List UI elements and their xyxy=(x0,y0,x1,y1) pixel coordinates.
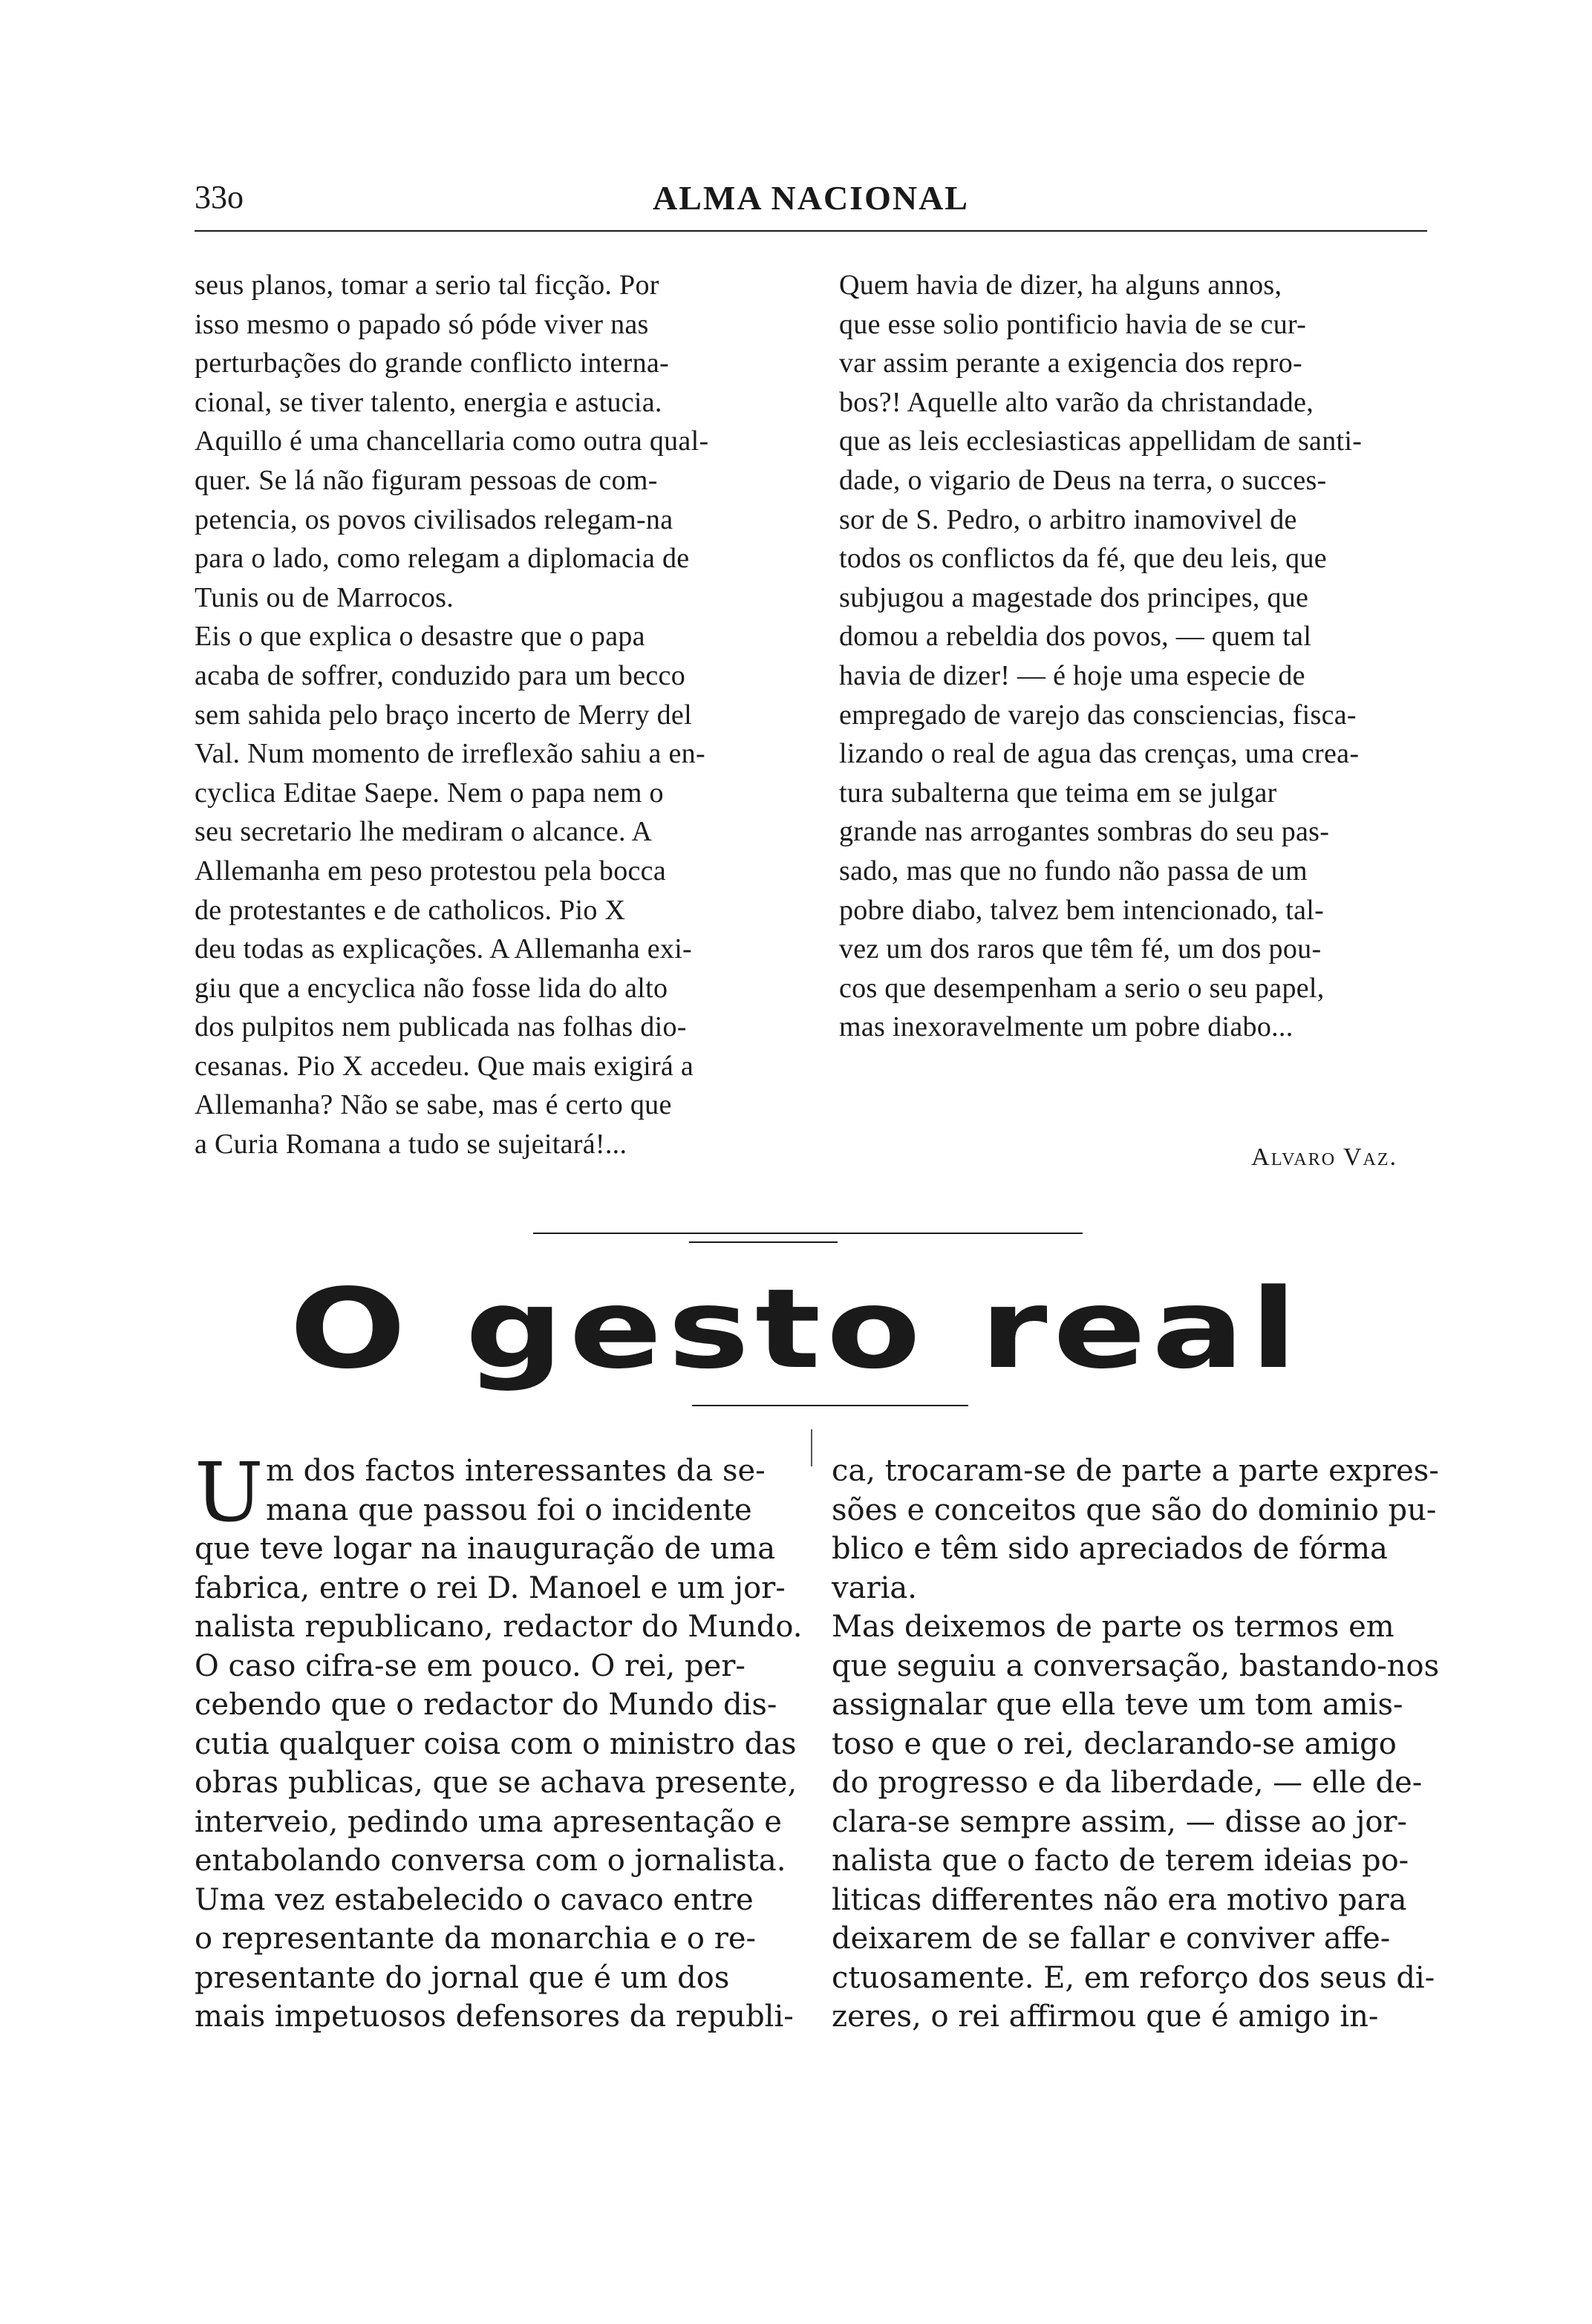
text-line: Eis o que explica o desastre que o papa xyxy=(195,621,645,653)
text-line: clara-se sempre assim, — disse ao jor- xyxy=(832,1804,1408,1839)
text-line: toso e que o rei, declarando-se amigo xyxy=(832,1726,1397,1761)
text-line: cyclica Editae Saepe. Nem o papa nem o xyxy=(195,777,664,809)
running-title: ALMA NACIONAL xyxy=(653,179,969,217)
text-line: domou a rebeldia dos povos, — quem tal xyxy=(839,621,1312,653)
text-line: zeres, o rei affirmou que é amigo in- xyxy=(832,2000,1379,2034)
text-line: para o lado, como relegam a diplomacia de xyxy=(195,543,690,575)
text-line: nalista que o facto de terem ideias po- xyxy=(832,1844,1409,1878)
text-line: acaba de soffrer, conduzido para um becco xyxy=(195,659,686,691)
text-line: o representante da monarchia e o re- xyxy=(195,1922,757,1956)
text-line: Val. Num momento de irreflexão sahiu a en- xyxy=(195,738,705,770)
text-line: perturbações do grande conflicto interna- xyxy=(195,347,670,379)
text-line: mais impetuosos defensores da republi- xyxy=(195,2000,794,2034)
text-line: varia. xyxy=(832,1570,917,1605)
text-line: que teve logar na inauguração de uma xyxy=(195,1532,776,1566)
text-line: dos pulpitos nem publicada nas folhas dio- xyxy=(195,1011,687,1043)
text-line: quer. Se lá não figuram pessoas de com- xyxy=(195,464,658,496)
first-article-right-column xyxy=(839,266,1433,1047)
text-line: deu todas as explicações. A Allemanha exi- xyxy=(195,933,693,965)
text-line: fabrica, entre o rei D. Manoel e um jor- xyxy=(195,1570,786,1605)
text-line: mas inexoravelmente um pobre diabo... xyxy=(839,1011,1294,1043)
text-line: subjugou a magestade dos principes, que xyxy=(839,581,1309,613)
text-line: Allemanha em peso protestou pela bocca xyxy=(195,855,667,887)
text-line: que as leis ecclesiasticas appellidam de santi- xyxy=(839,425,1363,457)
header-rule xyxy=(195,230,1427,232)
text-line: petencia, os povos civilisados relegam-na xyxy=(195,503,673,535)
section-separator-short-rule xyxy=(689,1241,838,1243)
text-line: Tunis ou de Marrocos. xyxy=(195,581,454,613)
text-line: seu secretario lhe mediram o alcance. A xyxy=(195,816,653,848)
text-line: Aquillo é uma chancellaria como outra qual- xyxy=(195,425,709,457)
column-divider xyxy=(811,1429,812,1466)
text-line: a Curia Romana a tudo se sujeitará!... xyxy=(195,1129,627,1161)
text-line: lizando o real de agua das crenças, uma crea- xyxy=(839,738,1360,770)
text-line: mana que passou foi o incidente xyxy=(266,1492,752,1527)
text-line: obras publicas, que se achava presente, xyxy=(195,1766,797,1800)
text-line: entabolando conversa com o jornalista. xyxy=(195,1844,786,1878)
text-line: m dos factos interessantes da se- xyxy=(266,1454,766,1488)
text-line: isso mesmo o papado só póde viver nas xyxy=(195,308,649,340)
text-line: giu que a encyclica não fosse lida do alto xyxy=(195,972,668,1004)
text-line: bos?! Aquelle alto varão da christandade, xyxy=(839,386,1314,418)
text-line: havia de dizer! — é hoje uma especie de xyxy=(839,659,1305,691)
page-number: 33o xyxy=(195,179,244,215)
text-line: Mas deixemos de parte os termos em xyxy=(832,1610,1394,1644)
text-line: empregado de varejo das consciencias, fisca- xyxy=(839,699,1357,731)
text-line: que seguiu a conversação, bastando-nos xyxy=(832,1648,1440,1683)
text-line: sões e conceitos que são do dominio pu- xyxy=(832,1492,1437,1527)
second-article-left-column xyxy=(195,1445,803,2037)
text-line: sor de S. Pedro, o arbitro inamovivel de xyxy=(839,503,1297,535)
text-line: sado, mas que no fundo não passa de um xyxy=(839,855,1308,887)
text-line: liticas differentes não era motivo para xyxy=(832,1882,1407,1917)
first-article-left-column xyxy=(195,266,789,1164)
text-line: var assim perante a exigencia dos repro- xyxy=(839,347,1302,379)
text-line: ctuosamente. E, em reforço dos seus di- xyxy=(832,1960,1435,1995)
text-line: do progresso e da liberdade, — elle de- xyxy=(832,1766,1423,1800)
text-line: Quem havia de dizer, ha alguns annos, xyxy=(839,270,1282,301)
text-line: tura subalterna que teima em se julgar xyxy=(839,777,1277,809)
text-line: grande nas arrogantes sombras do seu pas- xyxy=(839,816,1330,848)
text-line: blico e têm sido apreciados de fórma xyxy=(832,1532,1388,1566)
text-line: assignalar que ella teve um tom amis- xyxy=(832,1688,1403,1722)
drop-cap: U xyxy=(195,1445,264,1540)
text-line: cutia qualquer coisa com o ministro das xyxy=(195,1726,797,1761)
text-line: de protestantes e de catholicos. Pio X xyxy=(195,894,626,926)
author-signature: Alvaro Vaz. xyxy=(1251,1143,1397,1171)
text-line: interveio, pedindo uma apresentação e xyxy=(195,1804,782,1839)
text-line: nalista republicano, redactor do Mundo. xyxy=(195,1610,803,1644)
text-line: presentante do jornal que é um dos xyxy=(195,1960,730,1995)
text-line: O caso cifra-se em pouco. O rei, per- xyxy=(195,1648,746,1683)
text-line: seus planos, tomar a serio tal ficção. Por xyxy=(195,270,659,301)
text-line: deixarem de se fallar e conviver affe- xyxy=(832,1922,1391,1956)
text-line: cos que desempenham a serio o seu papel, xyxy=(839,972,1325,1004)
text-line: cional, se tiver talento, energia e astucia. xyxy=(195,386,662,418)
text-line: cesanas. Pio X accedeu. Que mais exigirá a xyxy=(195,1050,694,1082)
second-article-right-column xyxy=(832,1452,1440,2037)
text-line: Allemanha? Não se sabe, mas é certo que xyxy=(195,1089,672,1121)
text-line: dade, o vigario de Deus na terra, o succes- xyxy=(839,464,1327,496)
section-separator-rule xyxy=(533,1233,1083,1234)
text-line: Uma vez estabelecido o cavaco entre xyxy=(195,1882,754,1917)
text-line: cebendo que o redactor do Mundo dis- xyxy=(195,1688,777,1722)
text-line: vez um dos raros que têm fé, um dos pou- xyxy=(839,933,1322,965)
text-line: pobre diabo, talvez bem intencionado, tal- xyxy=(839,894,1325,926)
article-title: O gesto real xyxy=(289,1265,1303,1393)
text-line: ca, trocaram-se de parte a parte expres- xyxy=(832,1454,1439,1488)
title-underline-rule xyxy=(692,1405,968,1406)
text-line: todos os conflictos da fé, que deu leis, que xyxy=(839,543,1327,575)
text-line: sem sahida pelo braço incerto de Merry del xyxy=(195,699,692,731)
text-line: que esse solio pontificio havia de se cur- xyxy=(839,308,1307,340)
page-header xyxy=(195,178,1427,223)
